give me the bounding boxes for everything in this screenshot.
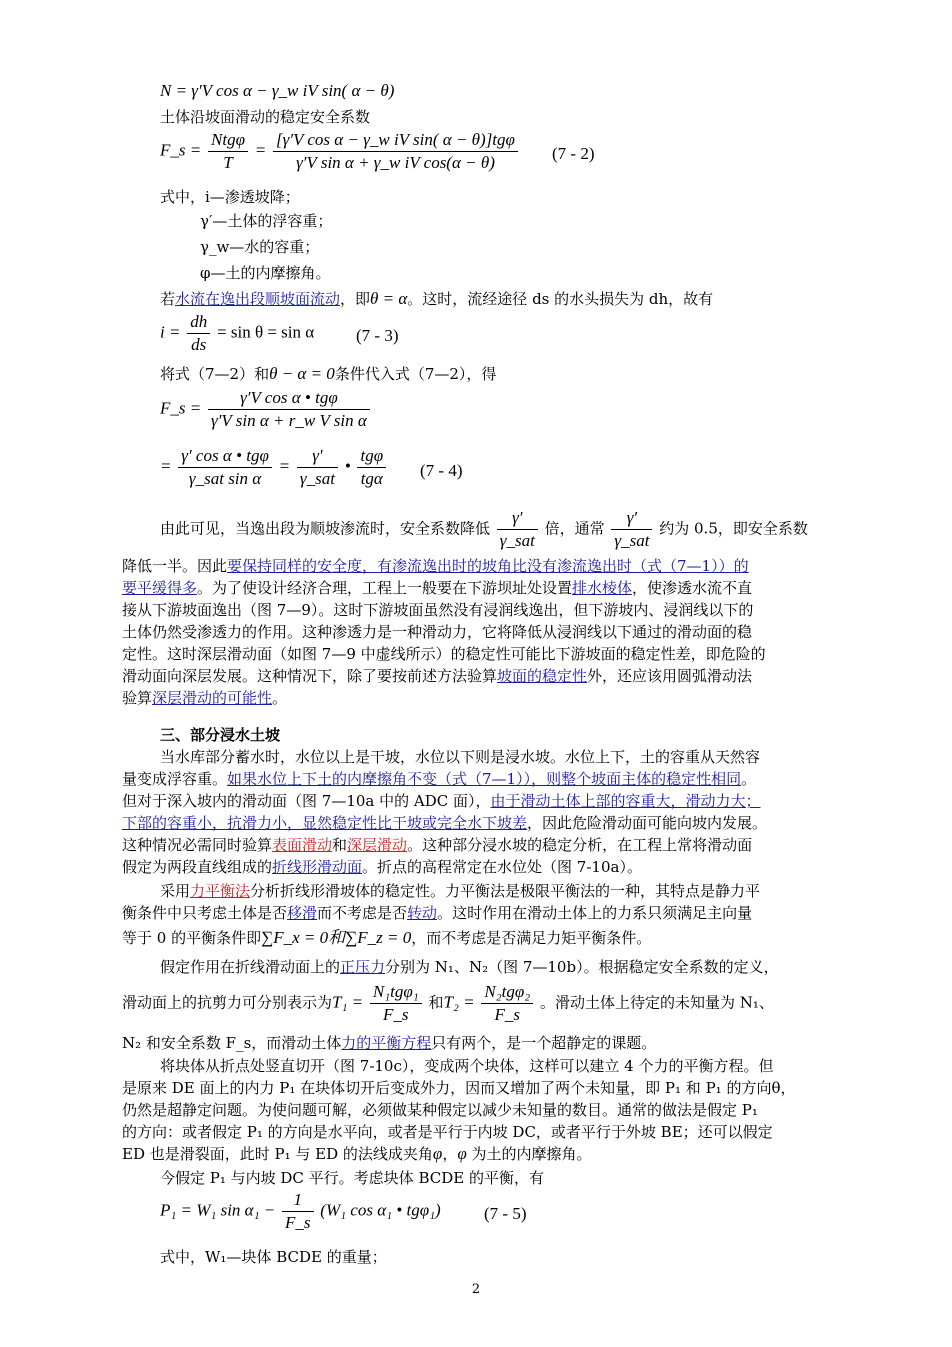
paragraph-line: 将式（7—2）和θ − α = 0条件代入式（7—2），得 bbox=[160, 364, 497, 383]
eq-lhs: F_s = bbox=[160, 140, 202, 160]
paragraph-line: 由此可见，当逸出段为顺坡渗流时，安全系数降低 $\frac{\gamma'}{\text{γ\_sat}}$ 倍，通常 $\frac{\gamma'}{\text{γ\_sat}}$ 约为 0.5，即安全系数 bbox=[160, 508, 808, 550]
link-force-balance[interactable]: 力平衡法 bbox=[190, 882, 251, 900]
equation-7-3: i = $\frac{dh}{ds}$ = sin θ = sin α bbox=[160, 312, 315, 354]
link-surface-sliding[interactable]: 表面滑动 bbox=[272, 836, 333, 854]
text-line: 土体沿坡面滑动的稳定安全系数 bbox=[160, 108, 371, 126]
fraction-numerator: [γ′V cos α − γ_w iV sin( α − θ)]tgφ bbox=[273, 130, 518, 152]
link-safety[interactable]: 要保持同样的安全度，有渗流逸出时的坡角比没有渗流逸出时（式（7—1））的 bbox=[227, 557, 749, 575]
link-deep-sliding[interactable]: 深层滑动的可能性 bbox=[152, 689, 273, 707]
fraction-numerator: Ntgφ bbox=[208, 130, 248, 152]
text-line: 式中，i—渗透坡降； bbox=[160, 188, 300, 206]
link-polyline-surface[interactable]: 折线形滑动面 bbox=[272, 858, 363, 876]
text-line: γ_w—水的容重； bbox=[200, 238, 320, 256]
fraction bbox=[208, 130, 248, 173]
link-normal-pressure[interactable]: 正压力 bbox=[340, 958, 386, 976]
equation-number: (7 - 5) bbox=[484, 1204, 527, 1223]
page-number: 2 bbox=[471, 1282, 481, 1297]
link-force-equation[interactable]: 力的平衡方程 bbox=[341, 1034, 432, 1052]
document-page: N = γ′V cos α − γ_w iV sin( α − θ) 土体沿坡面滑动的稳定安全系数 F_s = $\frac{\text{Ntgφ}}{T}$ = $\frac{\text{[γ′V cos α − γ\_w iV sin( α − θ)]tgφ}}{\text{γ′V sin α + γ\_w iV cos(α − θ)}}$ (7 - 2) 式中，i—渗透坡降； γ′—土体的浮容重； γ_w—水的容重； φ—土的内摩擦角。 若水流在逸出段顺坡面流动，即θ = α。这时，流经途径 ds 的水头损失为 dh，故有 i = $\frac{dh}{ds}$ = sin θ = sin α (7 - 3) 将式（7—2）和θ − α = 0条件代入式（7—2），得 F_s = $\frac{\text{γ′V cos α • tgφ}}{\text{γ′V sin α + r\_w V sin α}}$ = $\frac{\text{γ′ cos α • tgφ}}{\text{γ\_sat sin α}}$ = $\frac{\gamma'}{\text{γ\_sat}}$ • $\frac{\text{tgφ}}{\text{tgα}}$ (7 - 4) 由此可见，当逸出段为顺坡渗流时，安全系数降低 $\frac{\gamma'}{\text{γ\_sat}}$ 倍，通常 $\frac{\gamma'}{\text{γ\_sat}}$ 约为 0.5，即安全系数 降低一半。因此要保持同样的安全度，有渗流逸出时的坡角比没有渗流逸出时（式（7—1））的 要平缓得多。为了使设计经济合理，工程上一般要在下游坝址处设置排水棱体，使渗透水流不直 接从下游坡面逸出（图 7—9）。这时下游坡面虽然没有浸润线逸出，但下游坡内、浸润线以下的 土体仍然受渗透力的作用。这种渗透力是一种滑动力，它将降低从浸润线以下通过的滑动面的稳 定性。这时深层滑动面（如图 7—9 中虚线所示）的稳定性可能比下游坡面的稳定性差，即危险的 滑动面向深层发展。这种情况下，除了要按前述方法验算坡面的稳定性外，还应该用圆弧滑动法 验算深层滑动的可能性。 三、部分浸水土坡 当水库部分蓄水时，水位以上是干坡，水位以下则是浸水坡。水位上下，土的容重从天然容 量变成浮容重。如果水位上下土的内摩擦角不变（式（7—1）），则整个坡面主体的稳定性相同。 但对于深入坡内的滑动面（图 7—10a 中的 ADC 面），由于滑动土体上部的容重大，滑动力大； 下部的容重小，抗滑力小，显然稳定性比干坡或完全水下坡差，因此危险滑动面可能向坡内发展。 这种情况必需同时验算表面滑动和深层滑动。这种部分浸水坡的稳定分析，在工程上常将滑动面 假定为两段直线组成的折线形滑动面。折点的高程常定在水位处（图 7-10a）。 采用力平衡法分析折线形滑坡体的稳定性。力平衡法是极限平衡法的一种，其特点是静力平 衡条件中只考虑土体是否移滑而不考虑是否转动。这时作用在滑动土体上的力系只须满足主向量 等于 0 的平衡条件即∑F_x = 0和∑F_z = 0，而不考虑是否满足力矩平衡条件。 假定作用在折线滑动面上的正压力分别为 N₁、N₂（图 7—10b）。根据稳定安全系数的定义， 滑动面上的抗剪力可分别表示为T₁ = $\frac{\text{N₁tgφ₁}}{F\_s}$ 和T₂ = $\frac{\text{N₂tgφ₂}}{F\_s}$ 。滑动土体上待定的未知量为 N₁、 N₂ 和安全系数 F_s，而滑动土体力的平衡方程只有两个，是一个超静定的课题。 将块体从折点处竖直切开（图 7-10c），变成两个块体，这样可以建立 4 个力的平衡方程。但 是原来 DE 面上的内力 P₁ 在块体切开后变成外力，因而又增加了两个未知量，即 P₁ 和 P₁ 的方向θ， 仍然是超静定问题。为使问题可解，必须做某种假定以减少未知量的数目。通常的做法是假定 P₁ 的方向：或者假定 P₁ 的方向是水平向，或者是平行于内坡 DC，或者平行于外坡 BE；还可以假定 ED 也是滑裂面，此时 P₁ 与 ED 的法线成夹角φ，φ 为土的内摩擦角。 今假定 P₁ 与内坡 DC 平行。考虑块体 BCDE 的平衡，有 P₁ = W₁ sin α₁ − $\frac{1}{F\_s}$ (W₁ cos α₁ • tgφ₁) (7 - 5) 式中，W₁—块体 BCDE 的重量； 2 bbox=[0, 0, 952, 1347]
equation-number: (7 - 2) bbox=[552, 144, 595, 163]
link-resistance[interactable]: 下部的容重小，抗滑力小，显然稳定性比干坡或完全水下坡差 bbox=[122, 814, 528, 832]
math-inline: θ = α bbox=[370, 289, 408, 308]
equation-number: (7 - 3) bbox=[356, 326, 399, 345]
fraction-denominator: γ′V sin α + γ_w iV cos(α − θ) bbox=[296, 153, 495, 172]
fraction bbox=[273, 130, 518, 173]
paragraph-line: 若水流在逸出段顺坡面流动，即θ = α。这时，流经途径 ds 的水头损失为 dh，故有 bbox=[160, 289, 714, 308]
link-friction[interactable]: 如果水位上下土的内摩擦角不变（式（7—1）），则整个坡面主体的稳定性相同 bbox=[227, 770, 742, 788]
link-drain-prism[interactable]: 排水棱体 bbox=[572, 579, 633, 597]
equation-7-4b: = $\frac{\text{γ′ cos α • tgφ}}{\text{γ\_sat sin α}}$ = $\frac{\gamma'}{\text{γ\_sat}}$ • $\frac{\text{tgφ}}{\text{tgα}}$ bbox=[160, 446, 388, 489]
equation-number: (7 - 4) bbox=[420, 461, 463, 480]
text-line: φ—土的内摩擦角。 bbox=[200, 264, 331, 282]
equation-7-5: P₁ = W₁ sin α₁ − $\frac{1}{F\_s}$ (W₁ cos α₁ • tgφ₁) bbox=[160, 1190, 441, 1232]
equation-7-4a: F_s = $\frac{\text{γ′V cos α • tgφ}}{\text{γ′V sin α + r\_w V sin α}}$ bbox=[160, 388, 372, 431]
text-line: γ′—土体的浮容重； bbox=[200, 212, 333, 230]
link-weight[interactable]: 由于滑动土体上部的容重大，滑动力大； bbox=[490, 792, 761, 810]
section-title: 三、部分浸水土坡 bbox=[160, 726, 281, 744]
fraction-denominator: T bbox=[223, 153, 233, 172]
equation-7-2: F_s = $\frac{\text{Ntgφ}}{T}$ = $\frac{\text{[γ′V cos α − γ\_w iV sin( α − θ)]tgφ}}{\text{γ′V sin α + γ\_w iV cos(α − θ)}}$ bbox=[160, 130, 520, 173]
link-seepage-flow[interactable]: 水流在逸出段顺坡面流动 bbox=[175, 290, 341, 308]
link-slope-stability[interactable]: 坡面的稳定性 bbox=[497, 667, 588, 685]
link-deep-slide[interactable]: 深层滑动 bbox=[347, 836, 408, 854]
link-translation[interactable]: 移滑 bbox=[287, 904, 318, 922]
link-gentle[interactable]: 要平缓得多 bbox=[122, 579, 198, 597]
equation-N: N = γ′V cos α − γ_w iV sin( α − θ) bbox=[160, 81, 395, 100]
link-rotation[interactable]: 转动 bbox=[407, 904, 438, 922]
